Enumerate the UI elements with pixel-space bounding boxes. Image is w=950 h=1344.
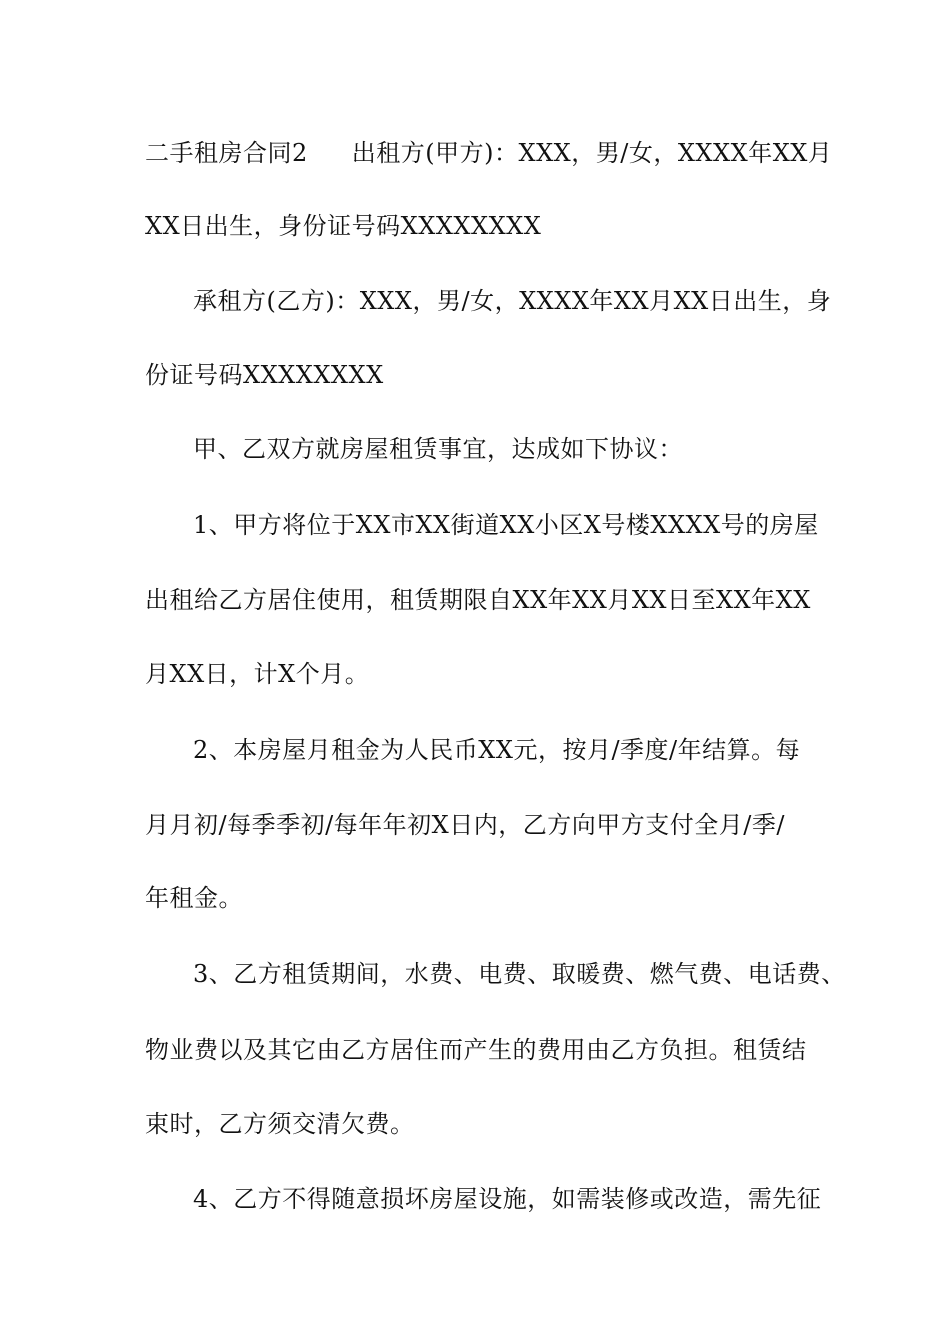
lessor-line: 出租方(甲方)：XXX，男/女，XXXX年XX月	[351, 139, 833, 167]
text-line: 1、甲方将位于XX市XX街道XX小区X号楼XXXX号的房屋	[193, 511, 819, 539]
text-line: 年租金。	[145, 884, 243, 912]
document-title: 二手租房合同2	[145, 139, 308, 167]
heading-line	[145, 133, 833, 173]
text-line: 甲、乙双方就房屋租赁事宜，达成如下协议：	[193, 435, 683, 463]
text-line: 出租给乙方居住使用，租赁期限自XX年XX月XX日至XX年XX	[145, 586, 811, 614]
text-line: 承租方(乙方)：XXX，男/女，XXXX年XX月XX日出生，身	[193, 287, 832, 315]
text-line: 4、乙方不得随意损坏房屋设施，如需装修或改造，需先征	[193, 1185, 822, 1213]
text-line: 3、乙方租赁期间，水费、电费、取暖费、燃气费、电话费、	[193, 960, 846, 988]
text-line: 份证号码XXXXXXXX	[145, 361, 384, 389]
text-line: 2、本房屋月租金为人民币XX元，按月/季度/年结算。每	[193, 736, 801, 764]
text-line: 月月初/每季季初/每年年初X日内，乙方向甲方支付全月/季/	[145, 811, 785, 839]
text-line: 月XX日，计X个月。	[145, 660, 370, 688]
text-line: 物业费以及其它由乙方居住而产生的费用由乙方负担。租赁结	[145, 1036, 807, 1064]
text-line: 束时，乙方须交清欠费。	[145, 1110, 415, 1138]
text-line: XX日出生，身份证号码XXXXXXXX	[145, 212, 542, 240]
